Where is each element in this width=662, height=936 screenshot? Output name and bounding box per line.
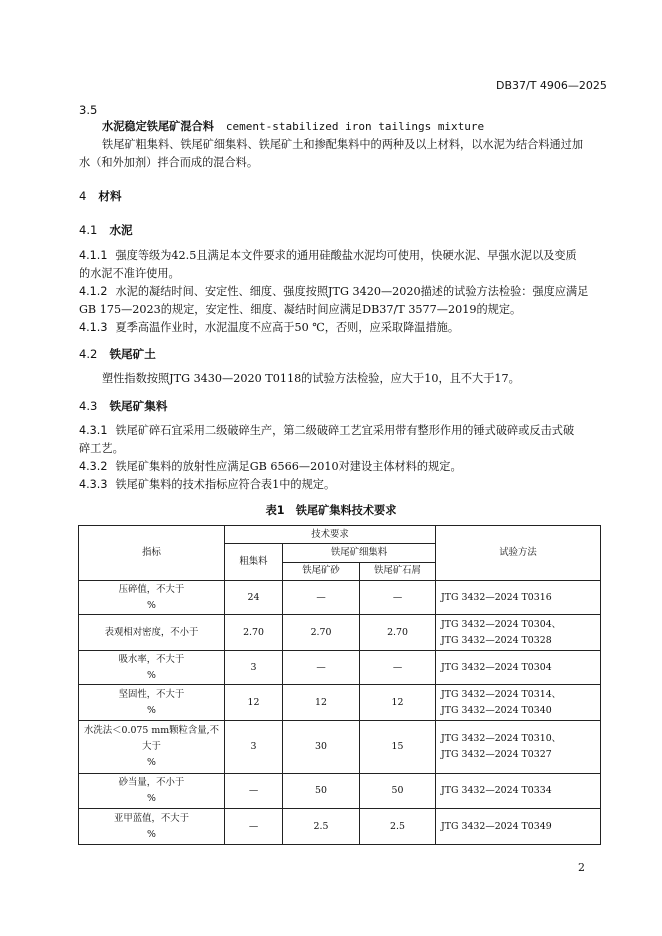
section-heading xyxy=(79,188,122,204)
indicator-cell: 亚甲蓝值，不大于 % xyxy=(79,809,225,845)
table-row xyxy=(79,773,601,809)
sand-value: 2.70 xyxy=(283,615,360,651)
page-number: 2 xyxy=(578,861,585,874)
chips-value: 2.5 xyxy=(360,809,436,845)
term-entry xyxy=(102,118,484,134)
term-en: cement-stabilized iron tailings mixture xyxy=(225,120,485,133)
clause xyxy=(79,476,335,494)
definition-line: 水（和外加剂）拌合而成的混合料。 xyxy=(79,156,259,169)
method-cell: JTG 3432—2024 T0310、 JTG 3432—2024 T0327 xyxy=(436,721,601,774)
paragraph: 塑性指数按照JTG 3430—2020 T0118的试验方法检验，应大于10，且不大于17。 xyxy=(102,372,520,385)
term-cn: 水泥稳定铁尾矿混合料 xyxy=(102,120,214,133)
clause xyxy=(79,247,577,265)
subsection-title: 铁尾矿集料 xyxy=(109,399,168,413)
clause-text: 铁尾矿碎石宜采用二级破碎生产，第二级破碎工艺宜采用带有整形作用的锤式破碎或反击式破 xyxy=(115,424,575,437)
table-row xyxy=(79,615,601,651)
clause xyxy=(79,283,588,301)
coarse-value: — xyxy=(225,773,283,809)
clause-number: 4.3.3 xyxy=(79,478,108,491)
header-sand: 铁尾矿砂 xyxy=(283,562,360,580)
table-row xyxy=(79,580,601,615)
coarse-value: 3 xyxy=(225,721,283,774)
subsection-number: 4.1 xyxy=(79,223,98,237)
chips-value: 12 xyxy=(360,685,436,721)
indicator-cell: 压碎值，不大于 % xyxy=(79,580,225,615)
method-cell: JTG 3432—2024 T0304、 JTG 3432—2024 T0328 xyxy=(436,615,601,651)
table-caption: 表1 铁尾矿集料技术要求 xyxy=(265,504,397,517)
doc-code: DB37/T 4906—2025 xyxy=(496,79,607,92)
chips-value: 15 xyxy=(360,721,436,774)
chips-value: — xyxy=(360,650,436,685)
definition-line: 铁尾矿粗集料、铁尾矿细集料、铁尾矿土和掺配集料中的两种及以上材料，以水泥为结合料通过加 xyxy=(102,138,584,151)
clause xyxy=(79,319,459,337)
indicator-cell: 吸水率，不大于 % xyxy=(79,650,225,685)
sand-value: 12 xyxy=(283,685,360,721)
table-row xyxy=(79,809,601,845)
subsection-title: 水泥 xyxy=(109,223,133,237)
sand-value: 50 xyxy=(283,773,360,809)
subsection-heading xyxy=(79,398,167,414)
clause xyxy=(79,458,462,476)
indicator-cell: 坚固性，不大于 % xyxy=(79,685,225,721)
sand-value: — xyxy=(283,580,360,615)
clause-number: 4.1.1 xyxy=(79,249,108,262)
method-cell: JTG 3432—2024 T0304 xyxy=(436,650,601,685)
clause-text: 强度等级为42.5且满足本文件要求的通用硅酸盐水泥均可使用，快硬水泥、早强水泥以及变质 xyxy=(115,249,577,262)
clause-text: 夏季高温作业时，水泥温度不应高于50 ℃，否则，应采取降温措施。 xyxy=(115,321,460,334)
chips-value: — xyxy=(360,580,436,615)
clause-line: GB 175—2023的规定，安定性、细度、凝结时间应满足DB37/T 3577—2019的规定。 xyxy=(79,303,522,316)
header-tech-requirements: 技术要求 xyxy=(225,526,436,544)
header-fine: 铁尾矿细集料 xyxy=(283,544,436,562)
header-indicator: 指标 xyxy=(79,526,225,581)
coarse-value: 12 xyxy=(225,685,283,721)
table-row xyxy=(79,721,601,774)
table-row xyxy=(79,685,601,721)
sand-value: — xyxy=(283,650,360,685)
clause-number: 4.3.2 xyxy=(79,460,108,473)
table-row xyxy=(79,650,601,685)
chips-value: 50 xyxy=(360,773,436,809)
clause-number: 4.1.3 xyxy=(79,321,108,334)
subsection-number: 4.2 xyxy=(79,347,98,361)
clause-text: 铁尾矿集料的技术指标应符合表1中的规定。 xyxy=(115,478,336,491)
coarse-value: 3 xyxy=(225,650,283,685)
clause-text: 水泥的凝结时间、安定性、细度、强度按照JTG 3420—2020描述的试验方法检验：强度应满足 xyxy=(115,285,589,298)
sand-value: 30 xyxy=(283,721,360,774)
clause-line: 的水泥不准许使用。 xyxy=(79,267,180,280)
coarse-value: 2.70 xyxy=(225,615,283,651)
subsection-heading xyxy=(79,222,133,238)
header-coarse: 粗集料 xyxy=(225,544,283,581)
clause-number: 4.3.1 xyxy=(79,424,108,437)
section-title: 材料 xyxy=(98,189,122,203)
header-test-method: 试验方法 xyxy=(436,526,601,581)
header-chips: 铁尾矿石屑 xyxy=(360,562,436,580)
header-row xyxy=(79,526,601,544)
chips-value: 2.70 xyxy=(360,615,436,651)
clause-line: 碎工艺。 xyxy=(79,442,124,455)
clause-number: 4.1.2 xyxy=(79,285,108,298)
indicator-cell: 砂当量，不小于 % xyxy=(79,773,225,809)
method-cell: JTG 3432—2024 T0316 xyxy=(436,580,601,615)
coarse-value: 24 xyxy=(225,580,283,615)
subsection-heading xyxy=(79,346,156,362)
sand-value: 2.5 xyxy=(283,809,360,845)
clause-text: 铁尾矿集料的放射性应满足GB 6566—2010对建设主体材料的规定。 xyxy=(115,460,462,473)
method-cell: JTG 3432—2024 T0334 xyxy=(436,773,601,809)
subsection-title: 铁尾矿土 xyxy=(109,347,156,361)
subsection-number: 4.3 xyxy=(79,399,98,413)
coarse-value: — xyxy=(225,809,283,845)
method-cell: JTG 3432—2024 T0349 xyxy=(436,809,601,845)
indicator-cell: 水洗法＜0.075 mm颗粒含量,不 大于 % xyxy=(79,721,225,774)
section-number: 4 xyxy=(79,189,87,203)
section-number: 3.5 xyxy=(79,103,98,117)
clause xyxy=(79,422,574,440)
method-cell: JTG 3432—2024 T0314、 JTG 3432—2024 T0340 xyxy=(436,685,601,721)
spec-table xyxy=(78,525,601,845)
indicator-cell: 表观相对密度，不小于 xyxy=(79,615,225,651)
